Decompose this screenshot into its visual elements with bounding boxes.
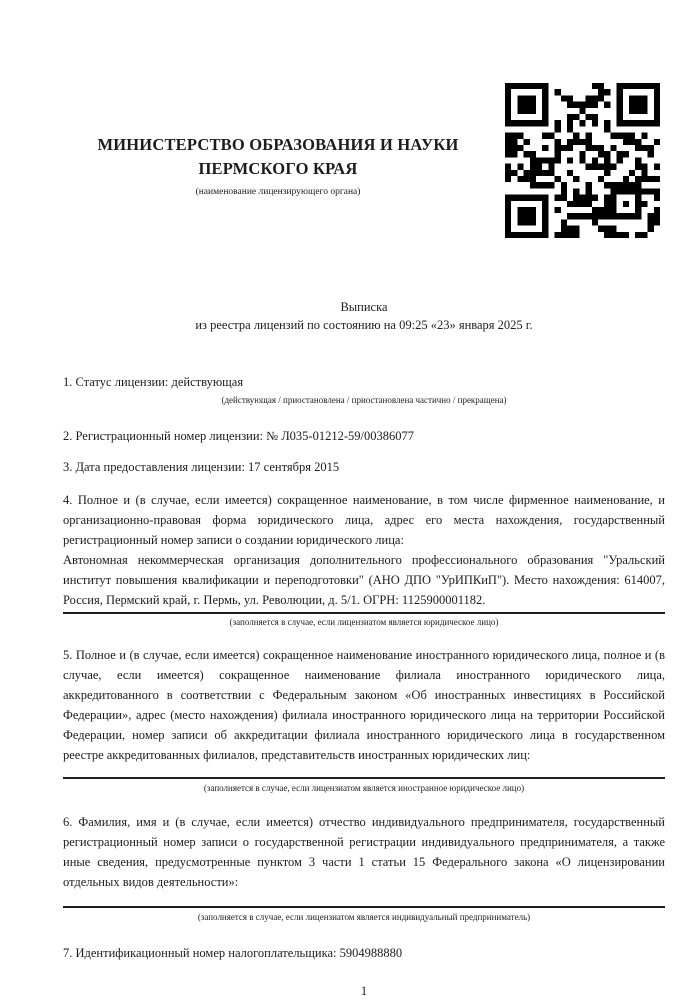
licensing-authority-header [53,133,503,198]
license-grant-date-line: 3. Дата предоставления лицензии: 17 сентября 2015 [63,460,340,474]
foreign-entity-note: (заполняется в случае, если лицензиатом является иностранное юридическое лицо) [203,783,525,793]
entrepreneur-note: (заполняется в случае, если лицензиатом является индивидуальный предприниматель) [197,912,531,922]
foreign-entity-label: 5. Полное и (в случае, если имеется) сокращенное наименование иностранного юридического лица, полное и (в случае, если имеется) сокращенное наименование филиала иностранного юридического лица, аккредитованного в соответствии с Федеральным законом «Об иностранных инвестициях в Российской Федерации», адрес (место нахождения) филиала иностранного юридического лица на территории Российской Федерации, номер записи об аккредитации филиала иностранного юридического лица в государственном реестре аккредитованных филиалов, представительств иностранных юридических лиц: [63,648,665,762]
entrepreneur-blank-line [63,906,665,908]
document-body [63,298,665,1001]
qr-code-icon [505,83,660,238]
document-title [63,298,665,334]
page-number: 1 [360,984,368,998]
foreign-entity-blank-line [63,777,665,779]
legal-entity-underline [63,612,665,614]
legal-entity-value: Автономная некоммерческая организация дополнительного профессионального образования "Уральский институт повышения квалификации и переподготовки" (АНО ДПО "УрИПКиП"). Место нахождения: 614007, Россия, Пермский край, г. Пермь, ул. Революции, д. 5/1. ОГРН: 1125900001182. [63,553,665,607]
document-title-line1: Выписка [340,300,388,314]
entrepreneur-label: 6. Фамилия, имя и (в случае, если имеется) отчество индивидуального предпринимателя, государственный регистрационный номер записи о государственной регистрации индивидуального предпринимателя, а также иные сведения, предусмотренные пунктом 3 части 1 статьи 15 Федерального закона «О лицензировании отдельных видов деятельности»: [63,815,665,889]
license-status-options-note: (действующая / приостановлена / приостановлена частично / прекращена) [221,395,507,405]
ministry-name-line2: ПЕРМСКОГО КРАЯ [198,159,358,178]
legal-entity-note: (заполняется в случае, если лицензиатом является юридическое лицо) [229,617,499,627]
document-title-line2: из реестра лицензий по состоянию на 09:25 «23» января 2025 г. [195,318,533,332]
license-status-line: 1. Статус лицензии: действующая [63,375,244,389]
legal-entity-label: 4. Полное и (в случае, если имеется) сокращенное наименование, в том числе фирменное наименование, и организационно-правовая форма юридического лица, адрес его места нахождения, государственный регистрационный номер записи о создании юридического лица: [63,493,665,547]
taxpayer-id-line: 7. Идентификационный номер налогоплательщика: 5904988880 [63,946,403,960]
ministry-caption: (наименование лицензирующего органа) [195,187,361,197]
ministry-name-line1: МИНИСТЕРСТВО ОБРАЗОВАНИЯ И НАУКИ [97,135,459,154]
license-registration-number-line: 2. Регистрационный номер лицензии: № Л035-01212-59/00386077 [63,429,414,443]
